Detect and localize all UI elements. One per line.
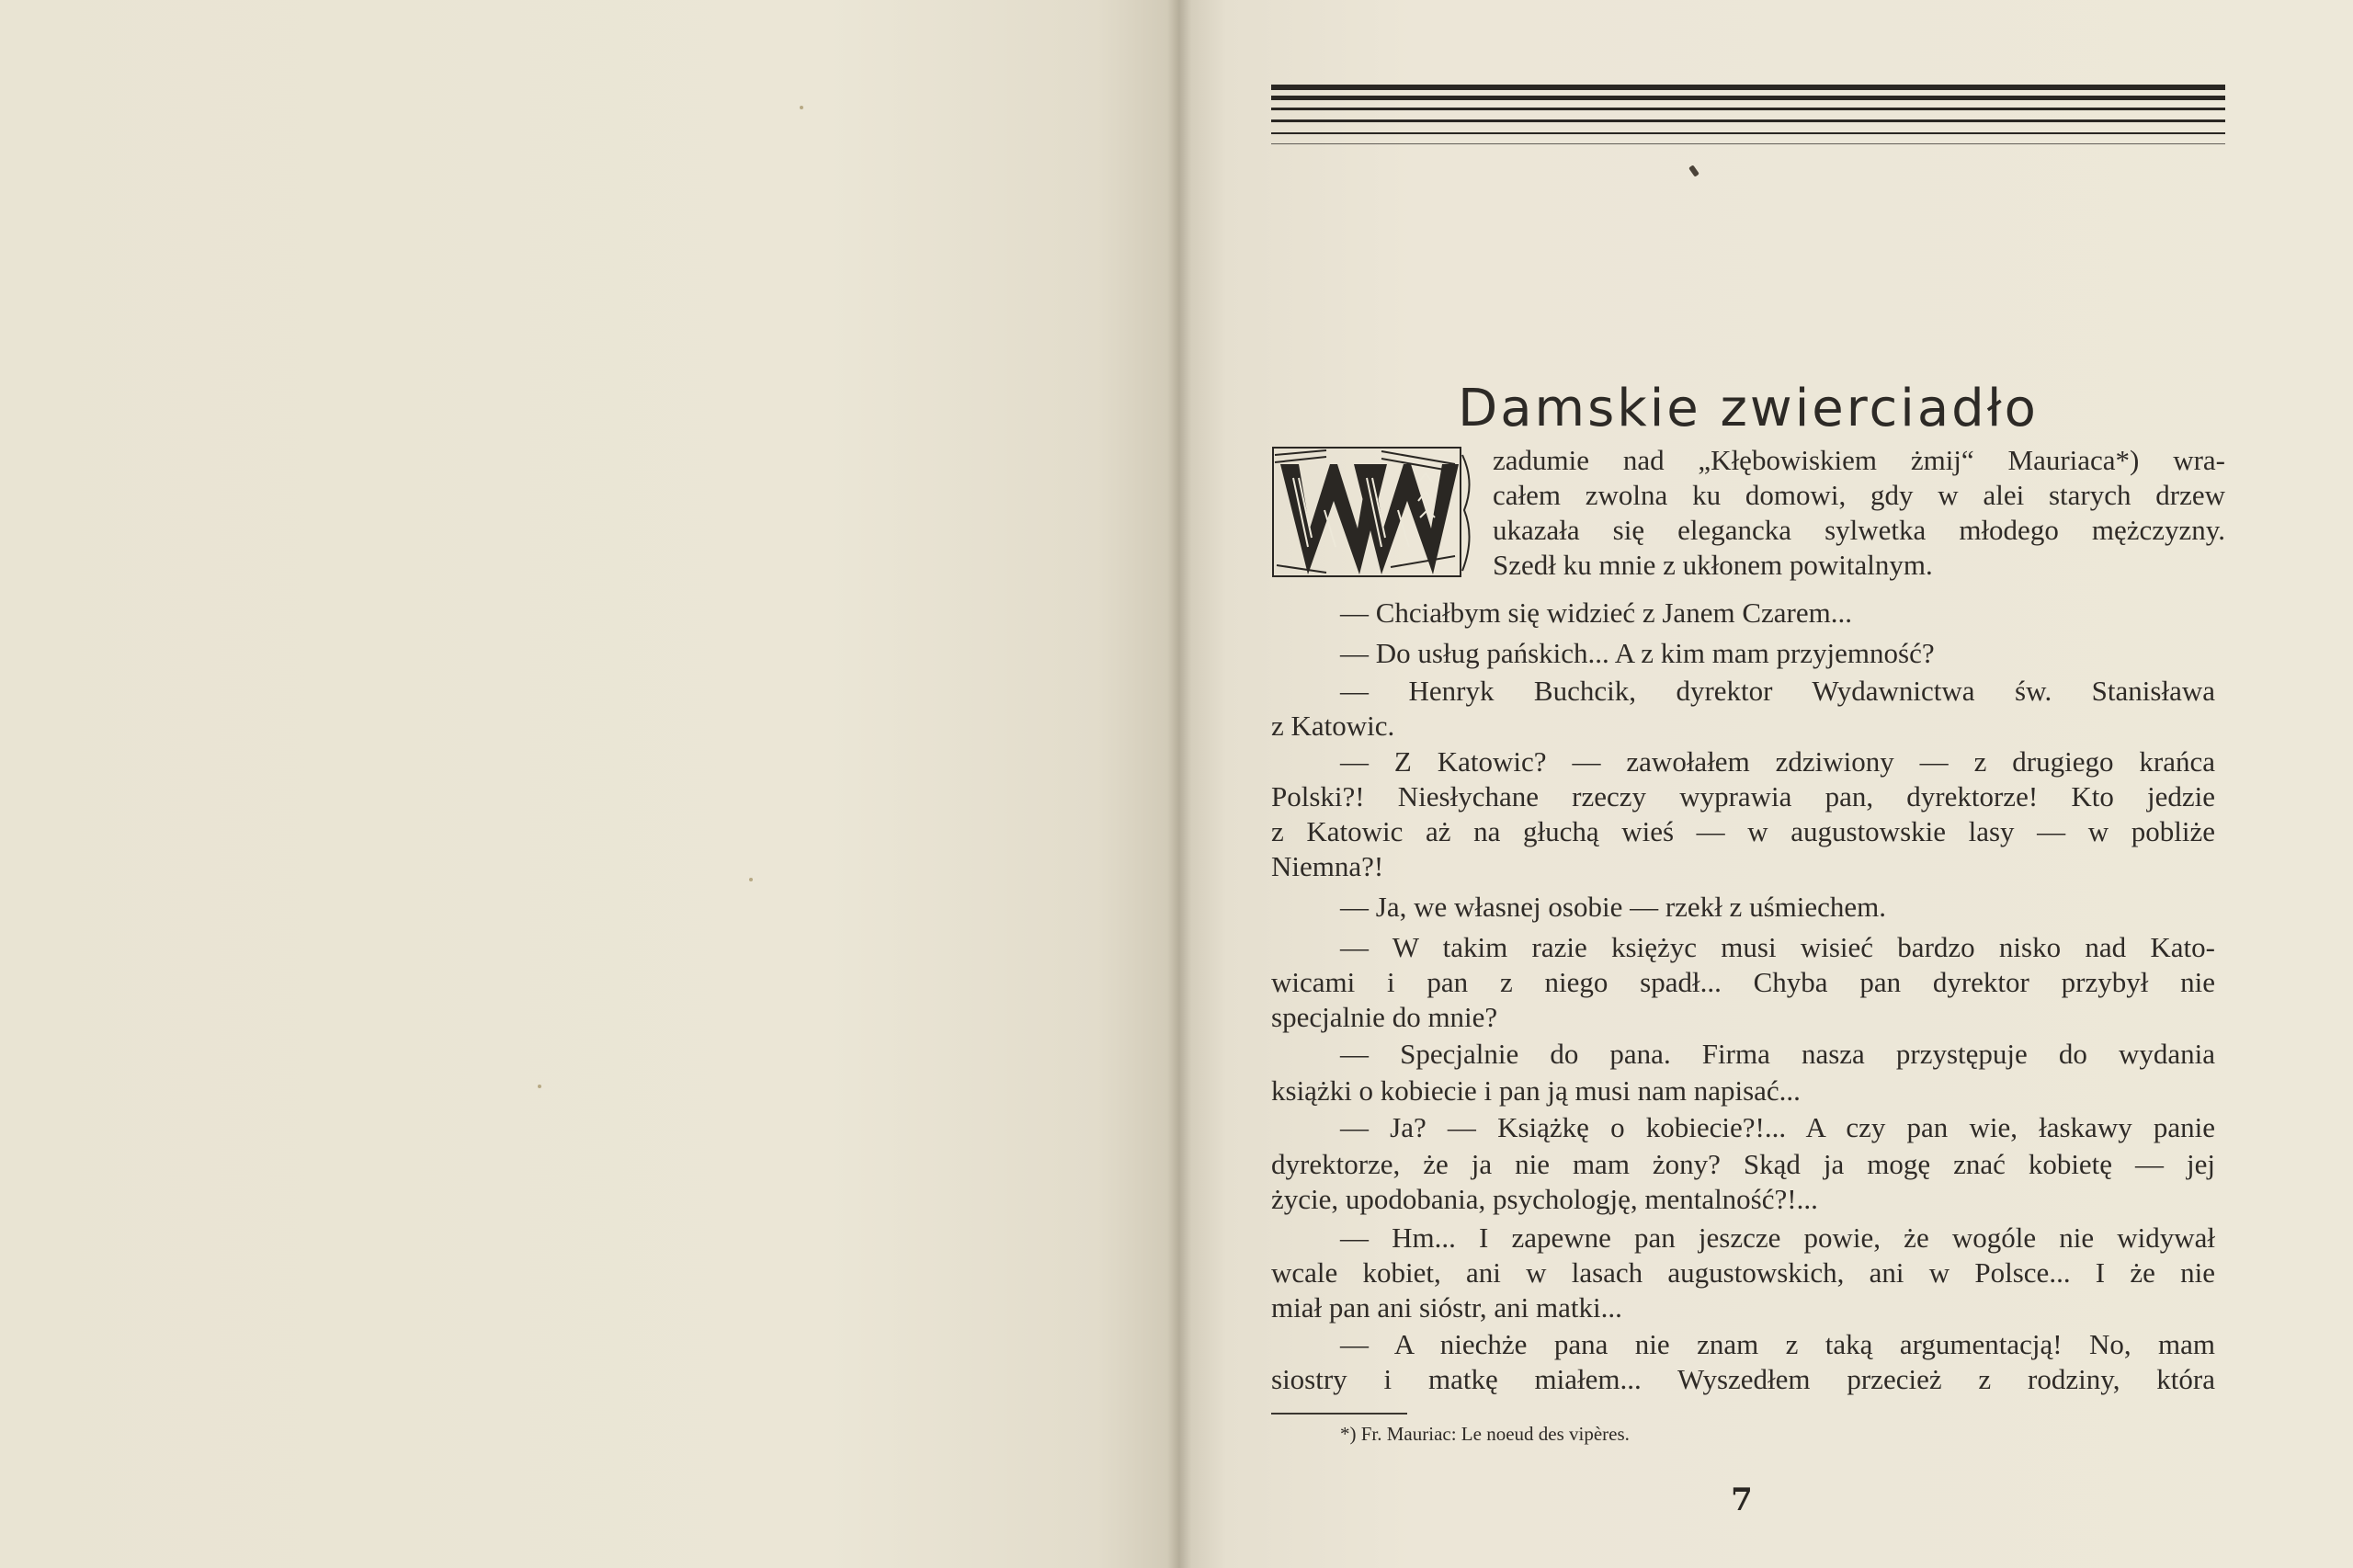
text-line: wicami i pan z niego spadł... Chyba pan dyrektor przybył nie bbox=[1271, 966, 2215, 998]
text-line: siostry i matkę miałem... Wyszedłem przecież z rodziny, która bbox=[1271, 1363, 2215, 1395]
text-line: wcale kobiet, ani w lasach augustowskich, ani w Polsce... I że nie bbox=[1271, 1256, 2215, 1289]
text-line: z Katowic aż na głuchą wieś — w augustowskie lasy — w pobliże bbox=[1271, 815, 2215, 847]
text-line: dyrektorze, że ja nie mam żony? Skąd ja mogę znać kobietę — jej bbox=[1271, 1148, 2215, 1180]
header-ornament-rules bbox=[1271, 85, 2225, 154]
paper-speck bbox=[538, 1085, 541, 1088]
text-line: — Do usług pańskich... A z kim mam przyjemność? bbox=[1340, 637, 1935, 669]
text-line: Niemna?! bbox=[1271, 850, 1384, 882]
chapter-title: Damskie zwierciadło bbox=[1458, 378, 2039, 438]
text-line: całem zwolna ku domowi, gdy w alei starych drzew bbox=[1493, 479, 2225, 511]
text-line: — Z Katowic? — zawołałem zdziwiony — z drugiego krańca bbox=[1340, 745, 2215, 778]
text-line: — Hm... I zapewne pan jeszcze powie, że wogóle nie widywał bbox=[1340, 1221, 2215, 1254]
text-line: — A niechże pana nie znam z taką argumentacją! No, mam bbox=[1340, 1328, 2215, 1360]
text-line: — Chciałbym się widzieć z Janem Czarem... bbox=[1340, 597, 1852, 629]
text-line: — Specjalnie do pana. Firma nasza przystępuje do wydania bbox=[1340, 1038, 2215, 1070]
text-line: Szedł ku mnie z ukłonem powitalnym. bbox=[1493, 549, 1933, 581]
footnote-separator bbox=[1271, 1413, 1407, 1415]
text-line: specjalnie do mnie? bbox=[1271, 1001, 1498, 1033]
paper-speck bbox=[749, 878, 753, 881]
text-line: — Ja? — Książkę o kobiecie?!... A czy pan wie, łaskawy panie bbox=[1340, 1111, 2215, 1143]
text-line: — W takim razie księżyc musi wisieć bardzo nisko nad Kato- bbox=[1340, 931, 2215, 963]
text-line: Polski?! Niesłychane rzeczy wyprawia pan, dyrektorze! Kto jedzie bbox=[1271, 780, 2215, 812]
footnote: *) Fr. Mauriac: Le noeud des vipères. bbox=[1340, 1423, 1630, 1445]
text-line: książki o kobiecie i pan ją musi nam napisać... bbox=[1271, 1074, 1801, 1107]
page-number: 7 bbox=[1731, 1482, 1753, 1518]
decorative-initial-w-icon bbox=[1271, 446, 1483, 581]
text-line: — Ja, we własnej osobie — rzekł z uśmiechem. bbox=[1340, 891, 1886, 923]
text-line: zadumie nad „Kłębowiskiem żmij“ Mauriaca*) wra- bbox=[1493, 444, 2225, 476]
text-line: z Katowic. bbox=[1271, 710, 1395, 742]
text-line: miał pan ani sióstr, ani matki... bbox=[1271, 1291, 1622, 1324]
text-line: życie, upodobania, psychologję, mentalność?!... bbox=[1271, 1183, 1818, 1215]
text-line: ukazała się elegancka sylwetka młodego mężczyzny. bbox=[1493, 514, 2225, 546]
text-line: — Henryk Buchcik, dyrektor Wydawnictwa św. Stanisława bbox=[1340, 675, 2215, 707]
book-gutter bbox=[1167, 0, 1191, 1568]
paper-speck bbox=[800, 106, 803, 109]
